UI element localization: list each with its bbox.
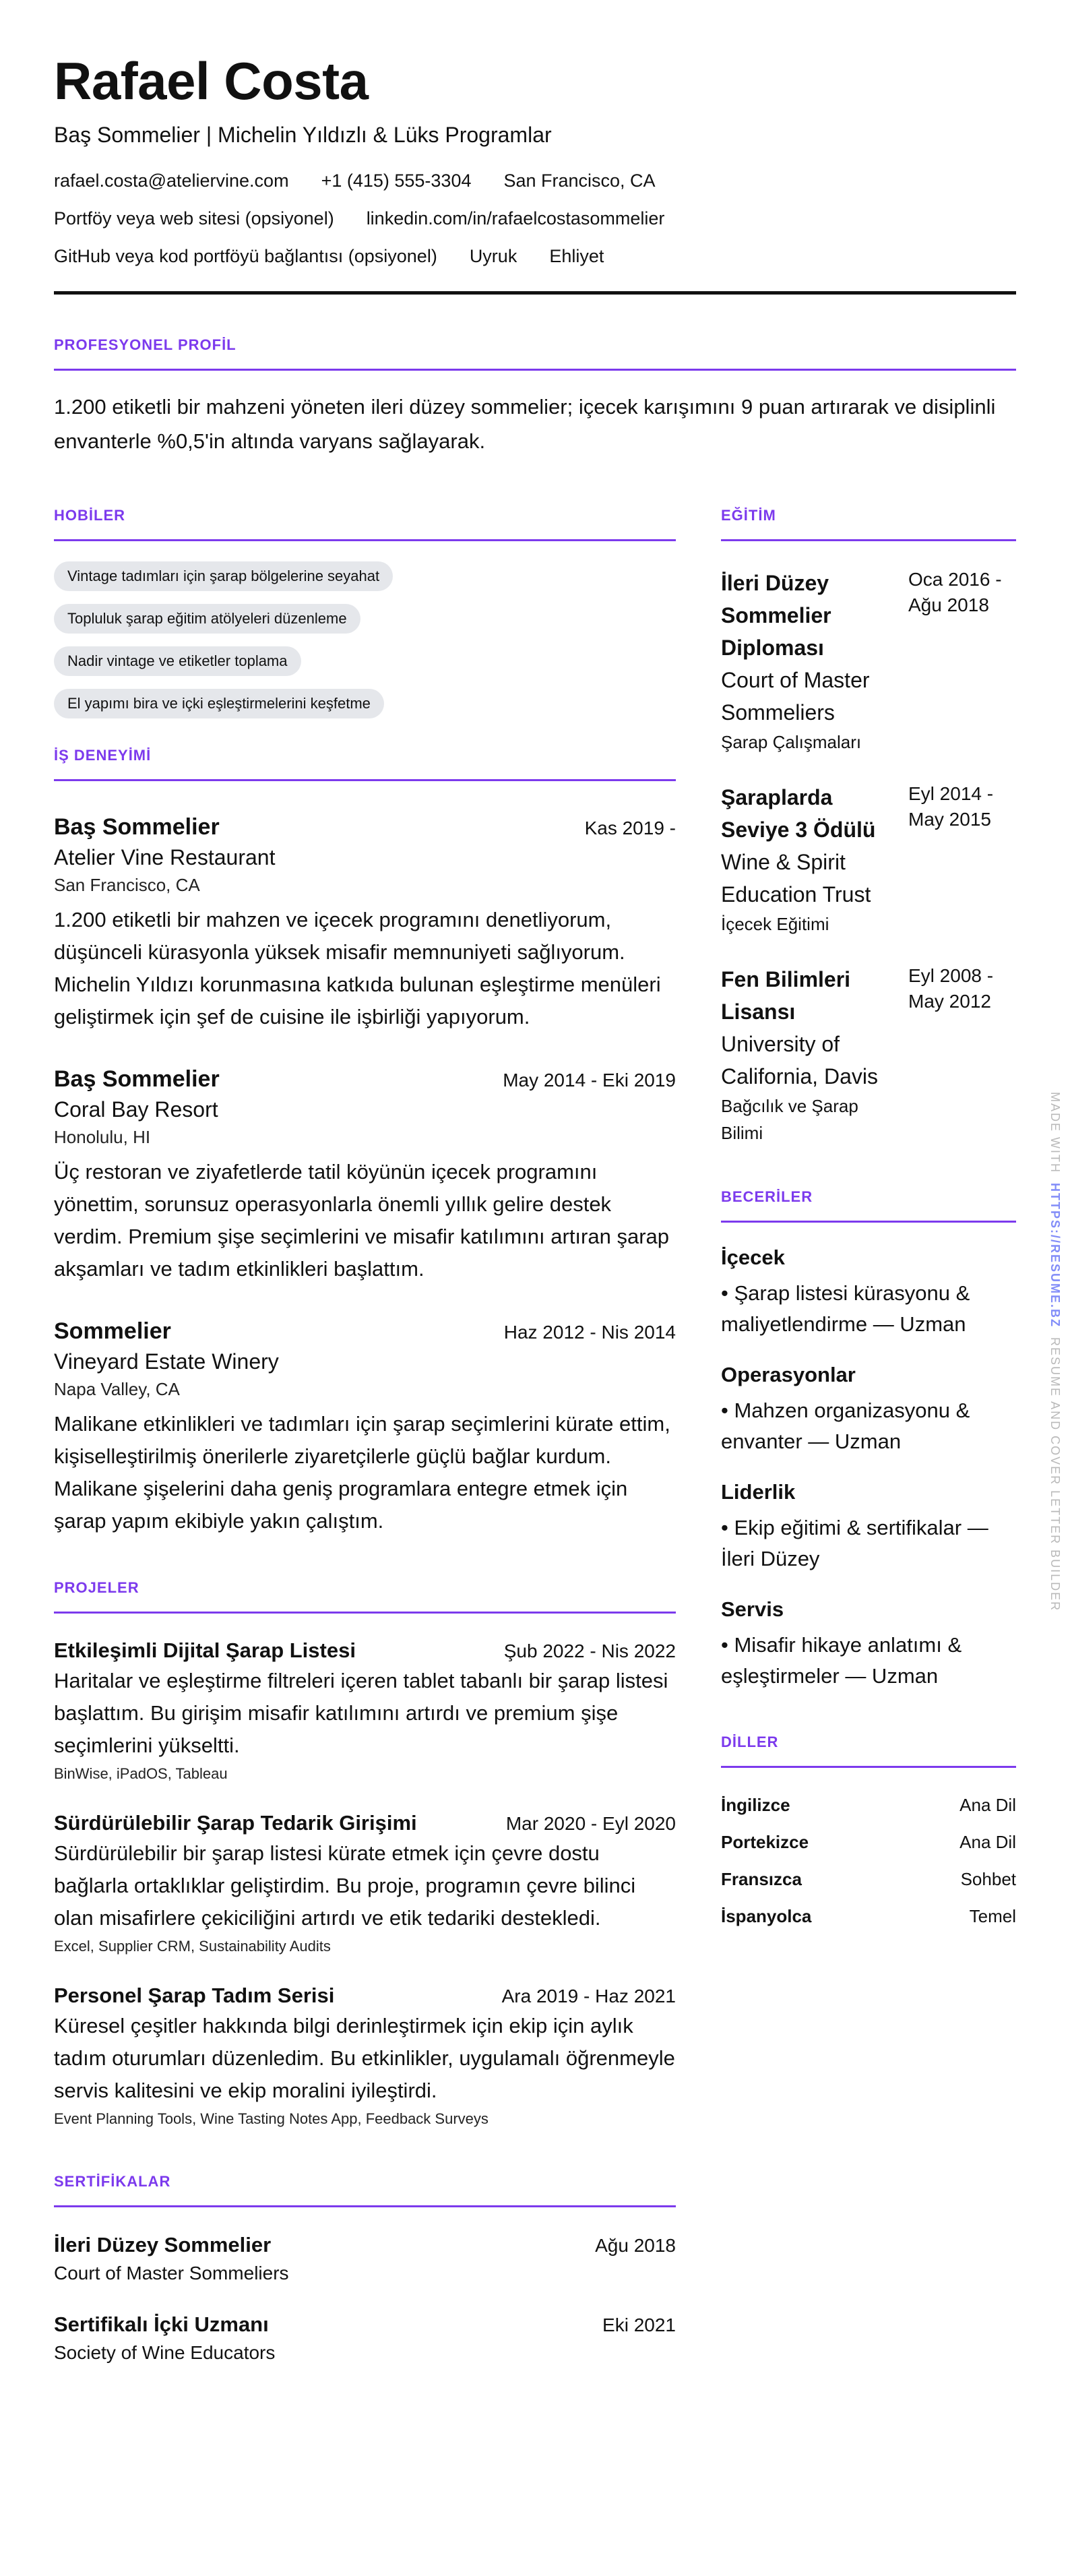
- candidate-subtitle: Baş Sommelier | Michelin Yıldızlı & Lüks Programlar: [54, 123, 552, 147]
- job-title: Baş Sommelier: [54, 1066, 220, 1092]
- project-title: Sürdürülebilir Şarap Tedarik Girişimi: [54, 1811, 417, 1835]
- education-info: [721, 963, 896, 1146]
- job-company: Atelier Vine Restaurant: [54, 845, 276, 869]
- education-school: University of California, Davis: [721, 1032, 878, 1088]
- education-field: Bağcılık ve Şarap Bilimi: [721, 1096, 858, 1143]
- certification-issuer: Society of Wine Educators: [54, 2342, 276, 2363]
- project-dates: Mar 2020 - Eyl 2020: [505, 1813, 676, 1834]
- job-header: [54, 1316, 676, 1346]
- education-field: İçecek Eğitimi: [721, 914, 829, 934]
- job-entry: [54, 1064, 676, 1285]
- contact-item[interactable]: Portföy veya web sitesi (opsiyonel): [54, 208, 334, 228]
- education-field: Şarap Çalışmaları: [721, 732, 862, 752]
- watermark: [1048, 1092, 1062, 1612]
- language-list: [721, 1787, 1016, 1935]
- project-description: Küresel çeşitler hakkında bilgi derinleştirmek için ekip için aylık tadım oturumları düzenledim. Bu etkinlikler, uygulamalı öğrenmeyle servis kalitesini ve ekip moralini iyileştirdi.: [54, 2014, 675, 2102]
- job-dates: May 2014 - Eki 2019: [503, 1070, 676, 1091]
- contact-info: [54, 162, 1016, 275]
- job-description: Üç restoran ve ziyafetlerde tatil köyünün içecek programını yönettim, sorunsuz operasyonlarla önemli yıllık gelire destek verdim. Premium şişe seçimlerini ve misafir katılımını artıran şarap akşamları ve tadım etkinlikleri başlattım.: [54, 1160, 670, 1281]
- project-dates: Şub 2022 - Nis 2022: [503, 1640, 676, 1661]
- language-level: Ana Dil: [959, 1795, 1016, 1815]
- contact-item[interactable]: Ehliyet: [549, 246, 604, 266]
- education-entry: [721, 963, 1016, 1146]
- hobby-chip: El yapımı bira ve içki eşleştirmelerini keşfetme: [54, 689, 384, 718]
- hobby-chip: Nadir vintage ve etiketler toplama: [54, 646, 301, 676]
- project-title: Personel Şarap Tadım Serisi: [54, 1984, 335, 2007]
- contact-item[interactable]: San Francisco, CA: [503, 171, 656, 191]
- education-dates: Eyl 2008 - May 2012: [908, 965, 994, 1012]
- job-list: [54, 812, 676, 1537]
- project-tech: Excel, Supplier CRM, Sustainability Audits: [54, 1938, 331, 1955]
- project-dates: Ara 2019 - Haz 2021: [501, 1986, 676, 2006]
- hobby-list: [54, 561, 676, 718]
- profile-summary: 1.200 etiketli bir mahzeni yöneten ileri düzey sommelier; içecek karışımını 9 puan artırarak ve disiplinli envanterle %0,5'in altında varyans sağlayarak.: [54, 395, 996, 453]
- education-degree: Fen Bilimleri Lisansı: [721, 967, 851, 1024]
- resume-page: [54, 0, 1016, 2366]
- watermark-prefix: MADE WITH: [1048, 1092, 1062, 1173]
- contact-item[interactable]: linkedin.com/in/rafaelcostasommelier: [366, 208, 665, 228]
- job-company: Coral Bay Resort: [54, 1097, 218, 1122]
- language-level: Ana Dil: [959, 1832, 1016, 1852]
- certification-entry: [54, 2230, 676, 2287]
- contact-item[interactable]: Uyruk: [469, 246, 517, 266]
- language-row: [721, 1861, 1016, 1898]
- project-list: [54, 1636, 676, 2131]
- skill-group-title: Operasyonlar: [721, 1363, 856, 1386]
- education-school: Wine & Spirit Education Trust: [721, 850, 871, 907]
- certification-header: [54, 2310, 676, 2339]
- job-location: San Francisco, CA: [54, 875, 200, 895]
- language-row: [721, 1824, 1016, 1861]
- project-header: [54, 1982, 676, 2010]
- contact-row: [54, 200, 1016, 237]
- language-row: [721, 1898, 1016, 1935]
- education-info: [721, 781, 896, 938]
- job-location: Napa Valley, CA: [54, 1379, 180, 1399]
- job-description: Malikane etkinlikleri ve tadımları için şarap seçimlerini kürate ettim, kişiselleştirilmiş önerilerle ziyaretçilerle güçlü bağlar kurdum. Malikane şişelerini daha geniş programlara entegre etmek için şarap yapım ekibiyle yakın çalıştım.: [54, 1412, 670, 1533]
- contact-item[interactable]: +1 (415) 555-3304: [321, 171, 472, 191]
- skill-group: [721, 1243, 1016, 1340]
- section-heading-languages: DİLLER: [721, 1734, 1016, 1768]
- education-dates: Eyl 2014 - May 2015: [908, 783, 994, 830]
- right-column: [721, 465, 1016, 2366]
- skill-item: • Ekip eğitimi & sertifikalar — İleri Düzey: [721, 1516, 988, 1570]
- skill-group-title: Liderlik: [721, 1480, 796, 1504]
- education-dates: Oca 2016 - Ağu 2018: [908, 569, 1002, 615]
- skill-item: • Şarap listesi kürasyonu & maliyetlendirme — Uzman: [721, 1281, 970, 1336]
- section-heading-hobbies: HOBİLER: [54, 507, 676, 541]
- language-level: Temel: [969, 1906, 1016, 1926]
- skill-group-title: İçecek: [721, 1246, 785, 1269]
- certification-entry: [54, 2310, 676, 2366]
- skill-item: • Misafir hikaye anlatımı & eşleştirmeler — Uzman: [721, 1633, 962, 1688]
- project-tech: BinWise, iPadOS, Tableau: [54, 1765, 228, 1782]
- skill-group: [721, 1360, 1016, 1457]
- certification-title: Sertifikalı İçki Uzmanı: [54, 2312, 269, 2336]
- section-heading-profile: PROFESYONEL PROFİL: [54, 336, 1016, 371]
- language-name: İspanyolca: [721, 1906, 812, 1926]
- certification-header: [54, 2230, 676, 2260]
- hobby-chip: Vintage tadımları için şarap bölgelerine seyahat: [54, 561, 393, 591]
- job-description: 1.200 etiketli bir mahzen ve içecek programını denetliyorum, düşünceli kürasyonla yüksek misafir memnuniyeti sağlıyorum. Michelin Yıldızı korunmasına katkıda bulunan eşleştirme menüleri geliştirmek için şef de cuisine ile işbirliği yapıyorum.: [54, 908, 661, 1029]
- job-header: [54, 812, 676, 842]
- watermark-link[interactable]: HTTPS://RESUME.BZ: [1048, 1183, 1062, 1328]
- certification-list: [54, 2230, 676, 2366]
- language-level: Sohbet: [960, 1869, 1016, 1889]
- section-heading-education: EĞİTİM: [721, 507, 1016, 541]
- section-heading-experience: İŞ DENEYİMİ: [54, 747, 676, 781]
- project-tech: Event Planning Tools, Wine Tasting Notes App, Feedback Surveys: [54, 2110, 489, 2127]
- education-list: [721, 567, 1016, 1146]
- education-entry: [721, 781, 1016, 938]
- certification-date: Eki 2021: [602, 2314, 676, 2335]
- job-location: Honolulu, HI: [54, 1127, 151, 1147]
- job-title: Baş Sommelier: [54, 814, 220, 840]
- education-info: [721, 567, 896, 756]
- contact-row: [54, 162, 1016, 200]
- section-heading-projects: PROJELER: [54, 1579, 676, 1614]
- job-company: Vineyard Estate Winery: [54, 1349, 279, 1374]
- education-degree: Şaraplarda Seviye 3 Ödülü: [721, 785, 876, 842]
- language-name: Fransızca: [721, 1869, 802, 1889]
- job-entry: [54, 812, 676, 1033]
- contact-item[interactable]: GitHub veya kod portföyü bağlantısı (opsiyonel): [54, 246, 437, 266]
- education-degree: İleri Düzey Sommelier Diploması: [721, 571, 831, 660]
- skill-list: [721, 1243, 1016, 1692]
- project-description: Haritalar ve eşleştirme filtreleri içeren tablet tabanlı bir şarap listesi başlattım. Bu girişim misafir katılımını artırdı ve premium şişe seçimlerini yükseltti.: [54, 1669, 668, 1757]
- project-header: [54, 1809, 676, 1837]
- project-title: Etkileşimli Dijital Şarap Listesi: [54, 1638, 356, 1662]
- watermark-suffix: RESUME AND COVER LETTER BUILDER: [1048, 1337, 1062, 1612]
- contact-item[interactable]: rafael.costa@ateliervine.com: [54, 171, 289, 191]
- job-dates: Kas 2019 -: [584, 818, 676, 838]
- education-school: Court of Master Sommeliers: [721, 668, 870, 725]
- candidate-name: Rafael Costa: [54, 51, 369, 111]
- job-entry: [54, 1316, 676, 1537]
- job-header: [54, 1064, 676, 1094]
- job-title: Sommelier: [54, 1318, 171, 1344]
- project-entry: [54, 1636, 676, 1786]
- certification-title: İleri Düzey Sommelier: [54, 2233, 272, 2257]
- section-heading-skills: BECERİLER: [721, 1188, 1016, 1223]
- project-header: [54, 1636, 676, 1665]
- skill-item: • Mahzen organizasyonu & envanter — Uzman: [721, 1399, 970, 1453]
- education-entry: [721, 567, 1016, 756]
- language-row: [721, 1787, 1016, 1824]
- language-name: İngilizce: [721, 1795, 790, 1815]
- certification-issuer: Court of Master Sommeliers: [54, 2263, 289, 2283]
- project-description: Sürdürülebilir bir şarap listesi kürate etmek için çevre dostu bağlarla ortaklıklar geliştirdim. Bu proje, programın çevre bilinci olan misafirlere çekiciliğini artırdı ve etik tedariki destekledi.: [54, 1841, 636, 1930]
- language-name: Portekizce: [721, 1832, 809, 1852]
- left-column: [54, 465, 676, 2366]
- skill-group: [721, 1595, 1016, 1692]
- job-dates: Haz 2012 - Nis 2014: [503, 1322, 676, 1343]
- certification-date: Ağu 2018: [595, 2235, 676, 2256]
- project-entry: [54, 1982, 676, 2131]
- project-entry: [54, 1809, 676, 1959]
- header-divider: [54, 291, 1016, 295]
- contact-row: [54, 237, 1016, 275]
- skill-group: [721, 1477, 1016, 1574]
- skill-group-title: Servis: [721, 1597, 784, 1621]
- hobby-chip: Topluluk şarap eğitim atölyeleri düzenleme: [54, 604, 360, 634]
- section-heading-certifications: SERTİFİKALAR: [54, 2173, 676, 2207]
